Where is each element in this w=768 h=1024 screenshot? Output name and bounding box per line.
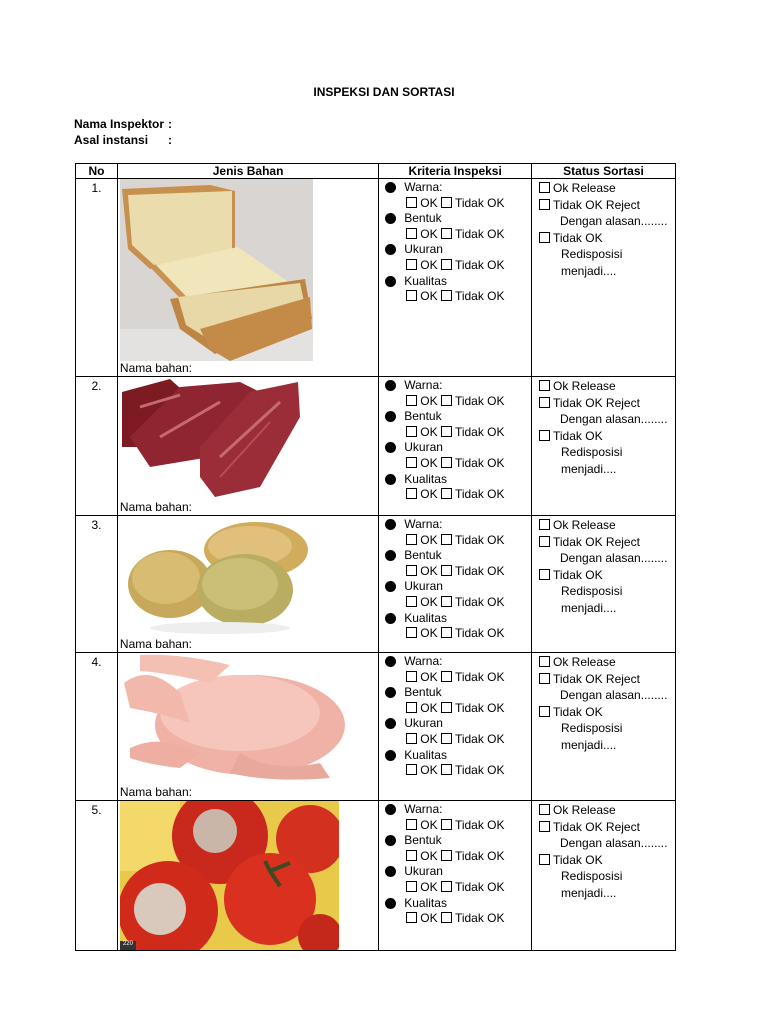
tidak-ok-label: Tidak OK <box>454 532 505 547</box>
criteria-options <box>383 849 531 865</box>
tidak-ok-checkbox[interactable] <box>441 197 452 208</box>
tidak-ok-label: Tidak OK <box>454 594 505 609</box>
bullet-icon <box>385 750 396 761</box>
ok-checkbox[interactable] <box>406 565 417 576</box>
tidak-ok-checkbox[interactable] <box>441 457 452 468</box>
rotten-tomatoes-photo <box>120 801 339 953</box>
row-number: 5. <box>76 801 118 951</box>
ok-label: OK <box>420 700 438 715</box>
bullet-icon <box>385 866 396 877</box>
tidak-ok-label: Tidak OK <box>454 848 505 863</box>
jenis-bahan-cell <box>117 653 378 801</box>
kriteria-cell <box>379 801 532 951</box>
tidak-ok-checkbox[interactable] <box>441 671 452 682</box>
ok-label: OK <box>420 848 438 863</box>
ok-checkbox[interactable] <box>406 457 417 468</box>
tidak-ok-checkbox[interactable] <box>441 395 452 406</box>
status-cell <box>532 377 676 516</box>
redisposisi-checkbox[interactable] <box>539 430 550 441</box>
row-number: 3. <box>76 516 118 653</box>
status-reject-label: Tidak OK Reject <box>553 395 640 410</box>
bullet-icon <box>385 380 396 391</box>
criteria-options <box>383 456 531 472</box>
kriteria-cell <box>379 653 532 801</box>
status-release <box>539 517 675 534</box>
tidak-ok-checkbox[interactable] <box>441 259 452 270</box>
reject-checkbox[interactable] <box>539 673 550 684</box>
reject-checkbox[interactable] <box>539 536 550 547</box>
image-caption: 220 <box>122 941 133 947</box>
redisposisi-checkbox[interactable] <box>539 232 550 243</box>
ok-checkbox[interactable] <box>406 819 417 830</box>
status-reject-label: Tidak OK Reject <box>553 534 640 549</box>
status-reject <box>539 197 675 214</box>
redisposisi-checkbox[interactable] <box>539 706 550 717</box>
jenis-bahan-cell <box>117 377 378 516</box>
criteria-options <box>383 701 531 717</box>
status-reason: Dengan alasan........ <box>560 214 668 228</box>
tidak-ok-label: Tidak OK <box>454 257 505 272</box>
bullet-icon <box>385 656 396 667</box>
tidak-ok-checkbox[interactable] <box>441 228 452 239</box>
tidak-ok-label: Tidak OK <box>454 289 505 304</box>
ok-label: OK <box>420 257 438 272</box>
tidak-ok-checkbox[interactable] <box>441 534 452 545</box>
status-redisposisi-label: Redisposisi <box>561 584 623 598</box>
ok-checkbox[interactable] <box>406 702 417 713</box>
status-redisposisi <box>539 567 675 584</box>
ok-checkbox[interactable] <box>406 426 417 437</box>
criteria-item <box>383 748 531 764</box>
tidak-ok-checkbox[interactable] <box>441 881 452 892</box>
field-separator: : <box>168 133 172 147</box>
status-cell <box>532 653 676 801</box>
ok-label: OK <box>420 626 438 641</box>
status-cell <box>532 179 676 377</box>
status-redisposisi <box>539 704 675 721</box>
criteria-options <box>383 880 531 896</box>
criteria-name: Ukuran <box>404 864 443 879</box>
criteria-options <box>383 595 531 611</box>
criteria-name: Kualitas <box>404 747 447 762</box>
criteria-name: Bentuk <box>404 833 442 848</box>
table-row <box>76 179 676 377</box>
criteria-item <box>383 180 531 196</box>
ok-label: OK <box>420 563 438 578</box>
status-reason: Dengan alasan........ <box>560 551 668 565</box>
ok-label: OK <box>420 487 438 502</box>
bread-photo <box>120 179 313 364</box>
criteria-name: Bentuk <box>404 548 442 563</box>
status-menjadi-label: menjadi.... <box>561 600 617 615</box>
tidak-ok-label: Tidak OK <box>454 455 505 470</box>
criteria-options <box>383 626 531 642</box>
tidak-ok-label: Tidak OK <box>454 700 505 715</box>
tidak-ok-label: Tidak OK <box>454 487 505 502</box>
criteria-item <box>383 833 531 849</box>
status-reason: Dengan alasan........ <box>560 412 668 426</box>
status-tidak-ok-label: Tidak OK <box>553 852 603 867</box>
ok-label: OK <box>420 393 438 408</box>
criteria-name: Warna: <box>404 517 443 531</box>
ok-checkbox[interactable] <box>406 596 417 607</box>
bullet-icon <box>385 213 396 224</box>
jenis-bahan-cell <box>117 179 378 377</box>
nama-bahan-label: Nama bahan: <box>119 500 192 514</box>
tidak-ok-checkbox[interactable] <box>441 627 452 638</box>
status-menjadi-label: menjadi.... <box>561 263 617 278</box>
ok-label: OK <box>420 594 438 609</box>
field-nama-inspektor <box>74 117 172 131</box>
ok-checkbox[interactable] <box>406 197 417 208</box>
ok-label: OK <box>420 911 438 926</box>
bullet-icon <box>385 613 396 624</box>
status-reject-label: Tidak OK Reject <box>553 197 640 212</box>
status-tidak-ok-label: Tidak OK <box>553 230 603 245</box>
nama-bahan-label: Nama bahan: <box>119 361 192 375</box>
table-header-row <box>76 164 676 179</box>
ok-label: OK <box>420 424 438 439</box>
inspection-table <box>75 163 676 951</box>
bullet-icon <box>385 182 396 193</box>
jenis-bahan-cell <box>117 516 378 653</box>
criteria-name: Warna: <box>404 180 443 194</box>
tidak-ok-checkbox[interactable] <box>441 733 452 744</box>
bullet-icon <box>385 442 396 453</box>
header-no: No <box>76 164 118 179</box>
criteria-name: Kualitas <box>404 610 447 625</box>
table-row <box>76 377 676 516</box>
tidak-ok-checkbox[interactable] <box>441 702 452 713</box>
bullet-icon <box>385 804 396 815</box>
nama-bahan-label: Nama bahan: <box>119 637 192 651</box>
potatoes-image <box>120 516 312 638</box>
ok-checkbox[interactable] <box>406 671 417 682</box>
criteria-item <box>383 611 531 627</box>
criteria-name: Ukuran <box>404 440 443 455</box>
criteria-options <box>383 670 531 686</box>
bullet-icon <box>385 718 396 729</box>
ok-checkbox[interactable] <box>406 627 417 638</box>
criteria-item <box>383 802 531 818</box>
field-label: Asal instansi <box>74 133 149 147</box>
ok-checkbox[interactable] <box>406 764 417 775</box>
release-checkbox[interactable] <box>539 656 550 667</box>
tidak-ok-label: Tidak OK <box>454 563 505 578</box>
tidak-ok-checkbox[interactable] <box>441 565 452 576</box>
tidak-ok-checkbox[interactable] <box>441 290 452 301</box>
status-reject <box>539 819 675 836</box>
criteria-item <box>383 864 531 880</box>
ok-label: OK <box>420 226 438 241</box>
status-reject <box>539 534 675 551</box>
status-redisposisi-label: Redisposisi <box>561 869 623 883</box>
criteria-item <box>383 685 531 701</box>
status-tidak-ok-label: Tidak OK <box>553 567 603 582</box>
status-release <box>539 802 675 819</box>
ok-label: OK <box>420 289 438 304</box>
status-cell <box>532 516 676 653</box>
raw-beef-photo <box>120 377 320 505</box>
bullet-icon <box>385 244 396 255</box>
tidak-ok-label: Tidak OK <box>454 763 505 778</box>
row-number: 1. <box>76 179 118 377</box>
status-redisposisi-label: Redisposisi <box>561 247 623 261</box>
status-reason: Dengan alasan........ <box>560 688 668 702</box>
criteria-options <box>383 196 531 212</box>
tidak-ok-label: Tidak OK <box>454 879 505 894</box>
bullet-icon <box>385 474 396 485</box>
header-jenis-bahan: Jenis Bahan <box>117 164 378 179</box>
release-checkbox[interactable] <box>539 519 550 530</box>
field-label: Nama Inspektor <box>74 117 165 131</box>
criteria-item <box>383 579 531 595</box>
tidak-ok-checkbox[interactable] <box>441 426 452 437</box>
bread-image <box>120 179 313 361</box>
criteria-name: Warna: <box>404 378 443 392</box>
ok-checkbox[interactable] <box>406 912 417 923</box>
status-release-label: Ok Release <box>553 518 616 532</box>
bullet-icon <box>385 581 396 592</box>
status-release-label: Ok Release <box>553 655 616 669</box>
criteria-options <box>383 258 531 274</box>
potatoes-photo <box>120 516 312 641</box>
table-row <box>76 516 676 653</box>
ok-checkbox[interactable] <box>406 228 417 239</box>
criteria-item <box>383 211 531 227</box>
ok-checkbox[interactable] <box>406 881 417 892</box>
page-title: INSPEKSI DAN SORTASI <box>313 85 455 99</box>
status-reject-label: Tidak OK Reject <box>553 819 640 834</box>
header-status: Status Sortasi <box>532 164 676 179</box>
criteria-name: Warna: <box>404 802 443 816</box>
status-reject <box>539 671 675 688</box>
criteria-options <box>383 732 531 748</box>
criteria-item <box>383 242 531 258</box>
criteria-item <box>383 716 531 732</box>
criteria-name: Kualitas <box>404 471 447 486</box>
tomatoes-image <box>120 801 339 950</box>
criteria-name: Bentuk <box>404 211 442 226</box>
status-release-label: Ok Release <box>553 379 616 393</box>
criteria-item <box>383 274 531 290</box>
criteria-options <box>383 394 531 410</box>
ok-label: OK <box>420 731 438 746</box>
bullet-icon <box>385 276 396 287</box>
tidak-ok-label: Tidak OK <box>454 626 505 641</box>
status-release <box>539 654 675 671</box>
ok-checkbox[interactable] <box>406 534 417 545</box>
status-reject <box>539 395 675 412</box>
tidak-ok-label: Tidak OK <box>454 195 505 210</box>
criteria-name: Bentuk <box>404 409 442 424</box>
criteria-item <box>383 409 531 425</box>
bullet-icon <box>385 519 396 530</box>
release-checkbox[interactable] <box>539 804 550 815</box>
kriteria-cell <box>379 179 532 377</box>
status-release <box>539 378 675 395</box>
status-menjadi-label: menjadi.... <box>561 461 617 476</box>
criteria-name: Kualitas <box>404 273 447 288</box>
tidak-ok-label: Tidak OK <box>454 817 505 832</box>
status-redisposisi <box>539 852 675 869</box>
criteria-name: Warna: <box>404 654 443 668</box>
field-separator: : <box>168 117 172 131</box>
criteria-item <box>383 378 531 394</box>
criteria-name: Kualitas <box>404 895 447 910</box>
status-tidak-ok-label: Tidak OK <box>553 704 603 719</box>
criteria-options <box>383 911 531 927</box>
bullet-icon <box>385 898 396 909</box>
status-release <box>539 180 675 197</box>
ok-checkbox[interactable] <box>406 395 417 406</box>
status-release-label: Ok Release <box>553 803 616 817</box>
criteria-options <box>383 533 531 549</box>
ok-checkbox[interactable] <box>406 488 417 499</box>
row-number: 2. <box>76 377 118 516</box>
redisposisi-checkbox[interactable] <box>539 854 550 865</box>
table-row <box>76 801 676 951</box>
ok-checkbox[interactable] <box>406 290 417 301</box>
chicken-image <box>120 653 348 783</box>
criteria-options <box>383 425 531 441</box>
ok-label: OK <box>420 817 438 832</box>
tidak-ok-checkbox[interactable] <box>441 596 452 607</box>
tidak-ok-checkbox[interactable] <box>441 488 452 499</box>
status-redisposisi-label: Redisposisi <box>561 445 623 459</box>
status-reason: Dengan alasan........ <box>560 836 668 850</box>
reject-checkbox[interactable] <box>539 397 550 408</box>
nama-bahan-label: Nama bahan: <box>119 785 192 799</box>
status-redisposisi <box>539 428 675 445</box>
row-number: 4. <box>76 653 118 801</box>
ok-label: OK <box>420 879 438 894</box>
tidak-ok-checkbox[interactable] <box>441 912 452 923</box>
criteria-options <box>383 763 531 779</box>
reject-checkbox[interactable] <box>539 199 550 210</box>
criteria-name: Bentuk <box>404 685 442 700</box>
criteria-item <box>383 472 531 488</box>
status-cell <box>532 801 676 951</box>
bullet-icon <box>385 687 396 698</box>
ok-checkbox[interactable] <box>406 733 417 744</box>
criteria-item <box>383 548 531 564</box>
meat-image <box>120 377 320 502</box>
criteria-item <box>383 440 531 456</box>
tidak-ok-label: Tidak OK <box>454 911 505 926</box>
raw-chicken-photo <box>120 653 348 786</box>
bullet-icon <box>385 550 396 561</box>
ok-label: OK <box>420 195 438 210</box>
status-tidak-ok-label: Tidak OK <box>553 428 603 443</box>
bullet-icon <box>385 411 396 422</box>
criteria-options <box>383 564 531 580</box>
tidak-ok-checkbox[interactable] <box>441 764 452 775</box>
criteria-options <box>383 227 531 243</box>
tidak-ok-checkbox[interactable] <box>441 850 452 861</box>
bullet-icon <box>385 835 396 846</box>
kriteria-cell <box>379 377 532 516</box>
release-checkbox[interactable] <box>539 182 550 193</box>
status-redisposisi-label: Redisposisi <box>561 721 623 735</box>
redisposisi-checkbox[interactable] <box>539 569 550 580</box>
criteria-item <box>383 896 531 912</box>
status-release-label: Ok Release <box>553 181 616 195</box>
tidak-ok-label: Tidak OK <box>454 424 505 439</box>
tidak-ok-checkbox[interactable] <box>441 819 452 830</box>
ok-checkbox[interactable] <box>406 850 417 861</box>
ok-label: OK <box>420 455 438 470</box>
status-menjadi-label: menjadi.... <box>561 737 617 752</box>
criteria-item <box>383 517 531 533</box>
ok-label: OK <box>420 532 438 547</box>
criteria-name: Ukuran <box>404 242 443 257</box>
tidak-ok-label: Tidak OK <box>454 731 505 746</box>
status-redisposisi <box>539 230 675 247</box>
criteria-options <box>383 487 531 503</box>
jenis-bahan-cell <box>117 801 378 951</box>
criteria-name: Ukuran <box>404 579 443 594</box>
release-checkbox[interactable] <box>539 380 550 391</box>
tidak-ok-label: Tidak OK <box>454 393 505 408</box>
ok-checkbox[interactable] <box>406 259 417 270</box>
criteria-options <box>383 289 531 305</box>
reject-checkbox[interactable] <box>539 821 550 832</box>
criteria-options <box>383 818 531 834</box>
ok-label: OK <box>420 763 438 778</box>
status-menjadi-label: menjadi.... <box>561 885 617 900</box>
status-reject-label: Tidak OK Reject <box>553 671 640 686</box>
ok-label: OK <box>420 669 438 684</box>
kriteria-cell <box>379 516 532 653</box>
table-row <box>76 653 676 801</box>
tidak-ok-label: Tidak OK <box>454 226 505 241</box>
criteria-item <box>383 654 531 670</box>
field-asal-instansi <box>74 133 172 147</box>
header-kriteria: Kriteria Inspeksi <box>379 164 532 179</box>
tidak-ok-label: Tidak OK <box>454 669 505 684</box>
criteria-name: Ukuran <box>404 716 443 731</box>
